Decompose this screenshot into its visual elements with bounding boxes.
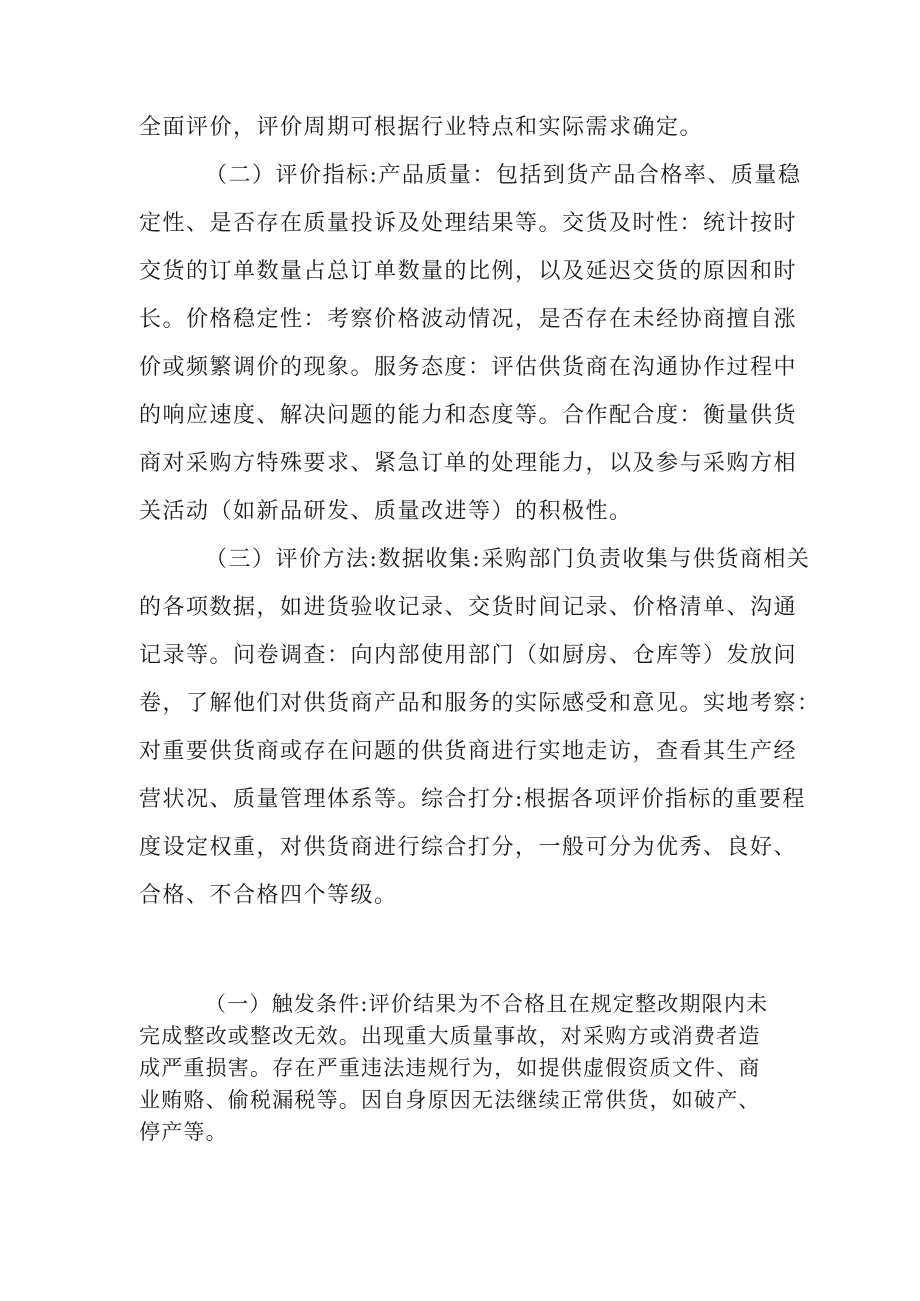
paragraph-line: 的响应速度、解决问题的能力和态度等。合作配合度：衡量供货 [139,403,798,428]
paragraph-line: （二）评价指标:产品质量：包括到货产品合格率、质量稳 [205,163,802,188]
paragraph-line: 停产等。 [139,1120,228,1144]
paragraph-line: 合格、不合格四个等级。 [139,883,398,908]
paragraph-line: 商对采购方特殊要求、紧急订单的处理能力，以及参与采购方相 [139,451,798,476]
paragraph-line: 定性、是否存在质量投诉及处理结果等。交货及时性：统计按时 [139,211,798,236]
evaluation-criteria-paragraph [139,152,801,536]
paragraph-line: 全面评价，评价周期可根据行业特点和实际需求确定。 [139,115,704,140]
evaluation-method-paragraph [139,536,821,920]
paragraph-line: 度设定权重，对供货商进行综合打分，一般可分为优秀、良好、 [139,835,798,860]
paragraph-line: 长。价格稳定性：考察价格波动情况，是否存在未经协商擅自涨 [139,307,798,332]
paragraph-line: 价或频繁调价的现象。服务态度：评估供货商在沟通协作过程中 [139,355,798,380]
paragraph-line: （三）评价方法:数据收集:采购部门负责收集与供货商相关 [205,547,811,572]
trigger-conditions-paragraph [139,988,768,1148]
paragraph-line: 关活动（如新品研发、质量改进等）的积极性。 [139,499,633,524]
paragraph-line: 对重要供货商或存在问题的供货商进行实地走访，查看其生产经 [139,739,798,764]
paragraph-line: 卷，了解他们对供货商产品和服务的实际感受和意见。实地考察： [139,691,821,716]
paragraph-line: 业贿赂、偷税漏税等。因自身原因无法继续正常供货，如破产、 [139,1088,761,1112]
paragraph-line: 完成整改或整改无效。出现重大质量事故，对采购方或消费者造 [139,1024,761,1048]
continuation-paragraph [139,104,703,152]
paragraph-line: 记录等。问卷调查：向内部使用部门（如厨房、仓库等）发放问 [139,643,798,668]
paragraph-line: 的各项数据，如进货验收记录、交货时间记录、价格清单、沟通 [139,595,798,620]
paragraph-line: （一）触发条件:评价结果为不合格且在规定整改期限内未 [205,992,769,1016]
paragraph-line: 成严重损害。存在严重违法违规行为，如提供虚假资质文件、商 [139,1056,761,1080]
paragraph-line: 交货的订单数量占总订单数量的比例，以及延迟交货的原因和时 [139,259,798,284]
paragraph-line: 营状况、质量管理体系等。综合打分:根据各项评价指标的重要程 [139,787,806,812]
